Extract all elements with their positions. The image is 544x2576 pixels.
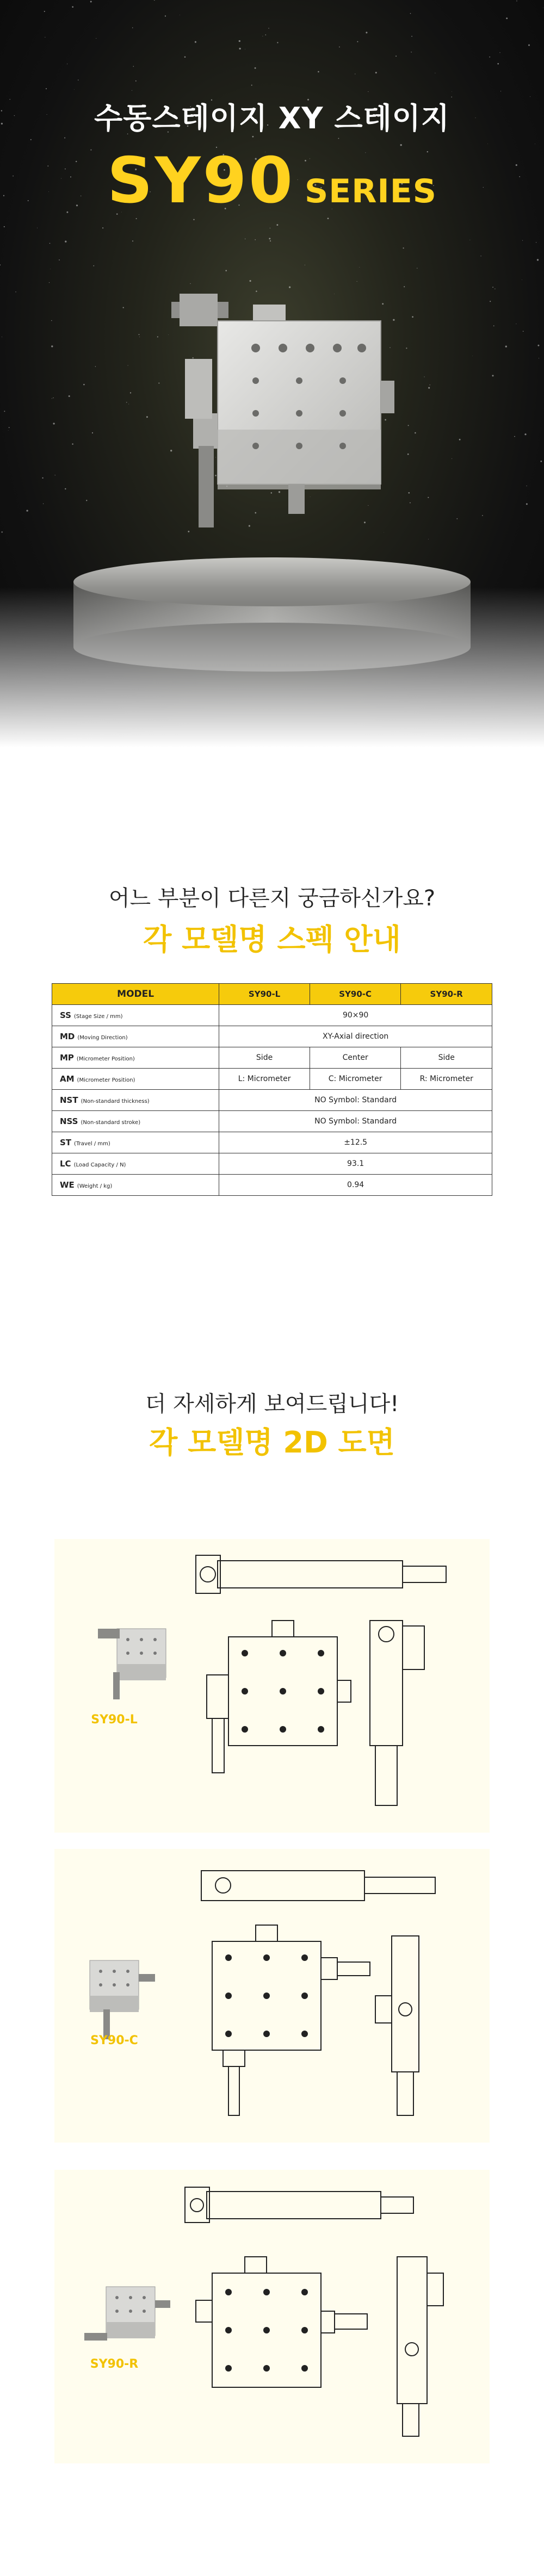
panel-label: SY90-R: [90, 2357, 139, 2371]
hero-fade: [0, 587, 544, 756]
table-row: [52, 1132, 492, 1153]
spec-label: [52, 1153, 219, 1175]
spec-value: 90×90: [219, 1005, 492, 1026]
product-thumb: [54, 1849, 174, 2143]
spec-code: ST: [60, 1138, 72, 1147]
table-row: [52, 1069, 492, 1090]
spec-desc: (Stage Size / mm): [73, 1014, 123, 1020]
spec-code: NSS: [60, 1116, 78, 1126]
spec-label: [52, 1069, 219, 1090]
spec-value: NO Symbol: Standard: [219, 1090, 492, 1111]
spec-desc: (Micrometer Position): [77, 1077, 135, 1083]
spec-value: 0.94: [219, 1175, 492, 1196]
spec-label: [52, 1047, 219, 1069]
spec-code: MD: [60, 1032, 75, 1041]
panel-label: SY90-C: [90, 2034, 138, 2047]
spec-header-l: SY90-L: [219, 984, 310, 1005]
stage-render: [171, 294, 394, 527]
spec-code: NST: [60, 1095, 78, 1105]
hero-banner: [0, 0, 544, 756]
spec-value: C: Micrometer: [310, 1069, 401, 1090]
spec-header-r: SY90-R: [401, 984, 492, 1005]
series-suffix: SERIES: [305, 172, 437, 210]
spec-code: AM: [60, 1074, 75, 1084]
spec-label: [52, 1005, 219, 1026]
spec-code: MP: [60, 1053, 74, 1063]
drawing-question: 더 자세하게 보여드립니다!: [145, 1392, 399, 1417]
table-row: [52, 1175, 492, 1196]
spec-desc: (Load Capacity / N): [73, 1162, 126, 1168]
spec-value: 93.1: [219, 1153, 492, 1175]
table-row: [52, 1153, 492, 1175]
panel-label: SY90-L: [91, 1713, 138, 1727]
spec-code: LC: [60, 1159, 71, 1169]
product-thumb: [54, 2170, 174, 2463]
spec-header-model: MODEL: [52, 984, 219, 1005]
drawing-panel-sy90-l: [54, 1539, 490, 1833]
table-row: [52, 1090, 492, 1111]
technical-drawing: [174, 2170, 490, 2463]
spec-heading: 각 모델명 스펙 안내: [143, 922, 401, 957]
series-main: SY90: [107, 144, 295, 218]
spec-desc: (Non-standard thickness): [81, 1098, 150, 1104]
spec-desc: (Moving Direction): [77, 1035, 128, 1041]
spec-desc: (Non-standard stroke): [81, 1120, 141, 1126]
spec-value: Center: [310, 1047, 401, 1069]
table-row: [52, 1047, 492, 1069]
spec-desc: (Travel / mm): [74, 1141, 110, 1147]
technical-drawing: [174, 1849, 490, 2143]
spec-value: Side: [401, 1047, 492, 1069]
spec-label: [52, 1175, 219, 1196]
table-row: [52, 1026, 492, 1047]
table-row: [52, 1111, 492, 1132]
table-row: [52, 1005, 492, 1026]
spec-label: [52, 1026, 219, 1047]
product-thumb: [54, 1539, 174, 1833]
spec-value: L: Micrometer: [219, 1069, 310, 1090]
spec-value: ±12.5: [219, 1132, 492, 1153]
spec-value: R: Micrometer: [401, 1069, 492, 1090]
spec-label: [52, 1090, 219, 1111]
spec-label: [52, 1111, 219, 1132]
spec-value: XY-Axial direction: [219, 1026, 492, 1047]
spec-value: Side: [219, 1047, 310, 1069]
spec-value: NO Symbol: Standard: [219, 1111, 492, 1132]
drawing-panel-sy90-c: [54, 1849, 490, 2143]
spec-table: [52, 983, 492, 1196]
spec-label: [52, 1132, 219, 1153]
spec-header-row: [52, 984, 492, 1005]
spec-question: 어느 부분이 다른지 궁금하신가요?: [108, 886, 436, 911]
spec-desc: (Weight / kg): [77, 1183, 113, 1189]
technical-drawing: [174, 1539, 490, 1833]
spec-desc: (Micrometer Position): [76, 1056, 135, 1062]
spec-code: SS: [60, 1010, 71, 1020]
spec-header-c: SY90-C: [310, 984, 401, 1005]
spec-code: WE: [60, 1180, 75, 1190]
drawing-panel-sy90-r: [54, 2170, 490, 2463]
hero-title: 수동스테이지 XY 스테이지: [94, 101, 450, 135]
drawing-heading: 각 모델명 2D 도면: [149, 1425, 395, 1460]
